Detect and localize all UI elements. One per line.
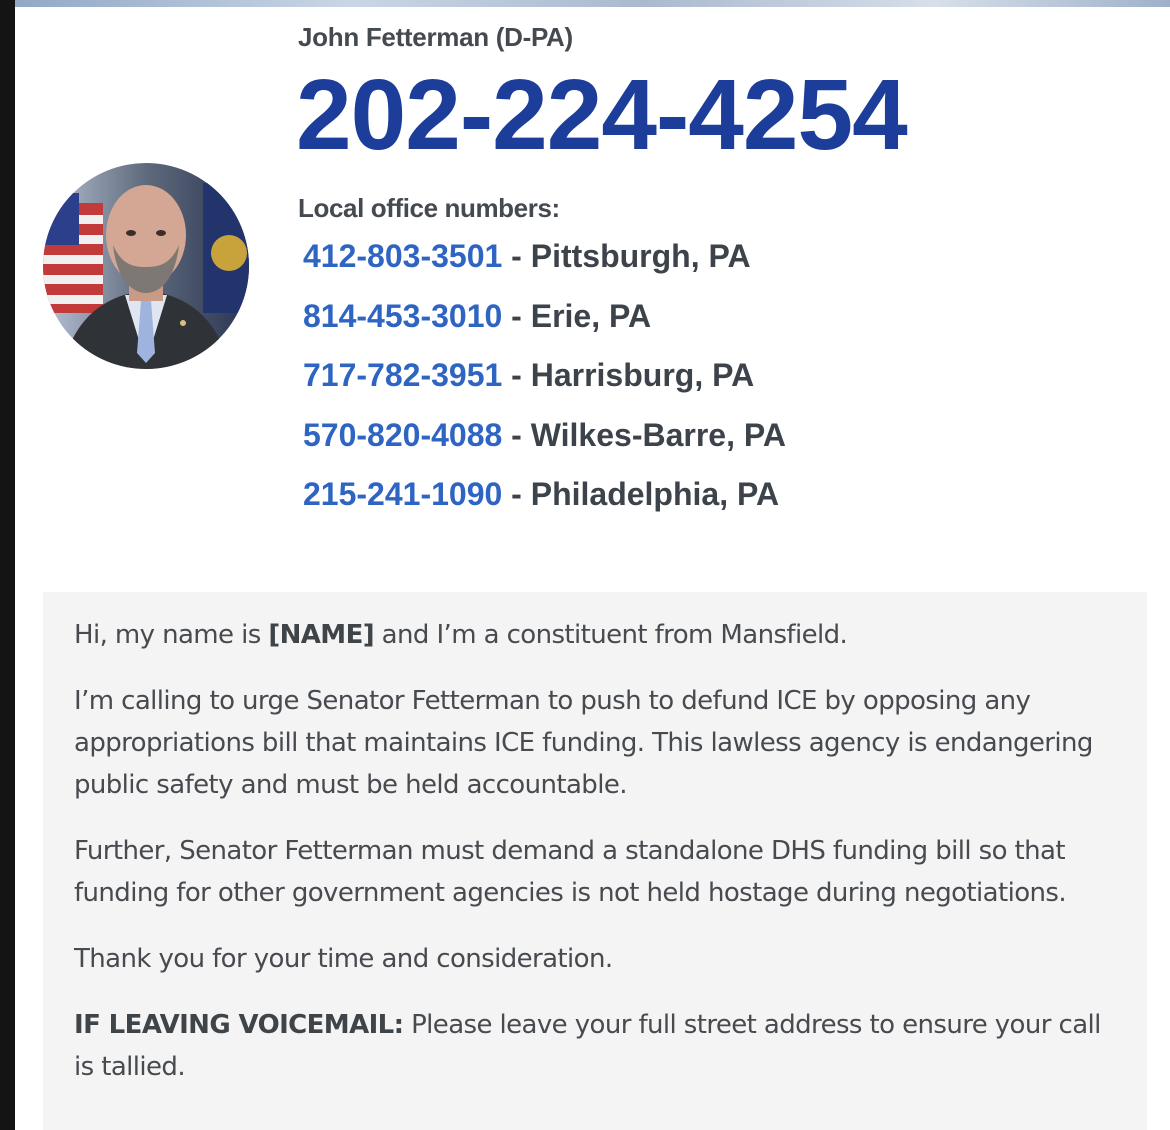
voicemail-text: Please leave your full street address to ensure your call is tallied.	[74, 1010, 1101, 1082]
script-paragraph-dhs: Further, Senator Fetterman must demand a standalone DHS funding bill so that funding for other government agencies is not held hostage during negotiations.	[74, 836, 1066, 908]
greeting-before: Hi, my name is	[74, 620, 269, 650]
local-office-label: Local office numbers:	[298, 193, 560, 223]
voicemail-label: IF LEAVING VOICEMAIL:	[74, 1010, 404, 1040]
office-city: Philadelphia, PA	[530, 476, 780, 512]
script-greeting	[74, 614, 1117, 656]
office-phone-link[interactable]: 814-453-3010	[303, 297, 503, 334]
office-separator: -	[502, 416, 531, 453]
senator-avatar	[43, 163, 249, 369]
script-paragraph-urge: I’m calling to urge Senator Fetterman to push to defund ICE by opposing any appropriations bill that maintains ICE funding. This lawless agency is endangering public safety and must be held accountable.	[74, 686, 1093, 800]
office-city: Erie, PA	[530, 297, 652, 334]
office-item-pittsburgh	[303, 232, 786, 292]
office-separator: -	[502, 238, 531, 274]
office-city: Pittsburgh, PA	[530, 238, 751, 274]
greeting-after: and I’m a constituent from Mansfield.	[374, 620, 848, 650]
script-voicemail-note	[74, 1004, 1117, 1088]
office-phone-link[interactable]: 215-241-1090	[303, 476, 503, 512]
window-top-strip	[0, 0, 1170, 7]
script-paragraph-thanks: Thank you for your time and consideration.	[74, 944, 613, 974]
name-placeholder: [NAME]	[268, 620, 375, 650]
office-separator: -	[502, 297, 531, 334]
office-phone-link[interactable]: 717-782-3951	[303, 357, 503, 393]
left-edge-bar	[0, 0, 15, 1130]
local-office-list	[303, 232, 786, 530]
office-phone-link[interactable]: 412-803-3501	[303, 238, 503, 274]
office-phone-link[interactable]: 570-820-4088	[303, 416, 503, 453]
office-item-harrisburg	[303, 351, 786, 411]
senator-portrait-image	[43, 163, 249, 369]
office-separator: -	[502, 357, 531, 393]
senator-name: John Fetterman (D-PA)	[298, 22, 573, 52]
office-city: Harrisburg, PA	[530, 357, 755, 393]
call-script-box	[43, 592, 1147, 1130]
office-city: Wilkes-Barre, PA	[530, 416, 786, 453]
main-phone-link[interactable]: 202-224-4254	[296, 59, 907, 171]
office-item-erie	[303, 292, 786, 352]
office-separator: -	[502, 476, 531, 512]
office-item-philadelphia	[303, 470, 786, 530]
office-item-wilkes-barre	[303, 411, 786, 471]
